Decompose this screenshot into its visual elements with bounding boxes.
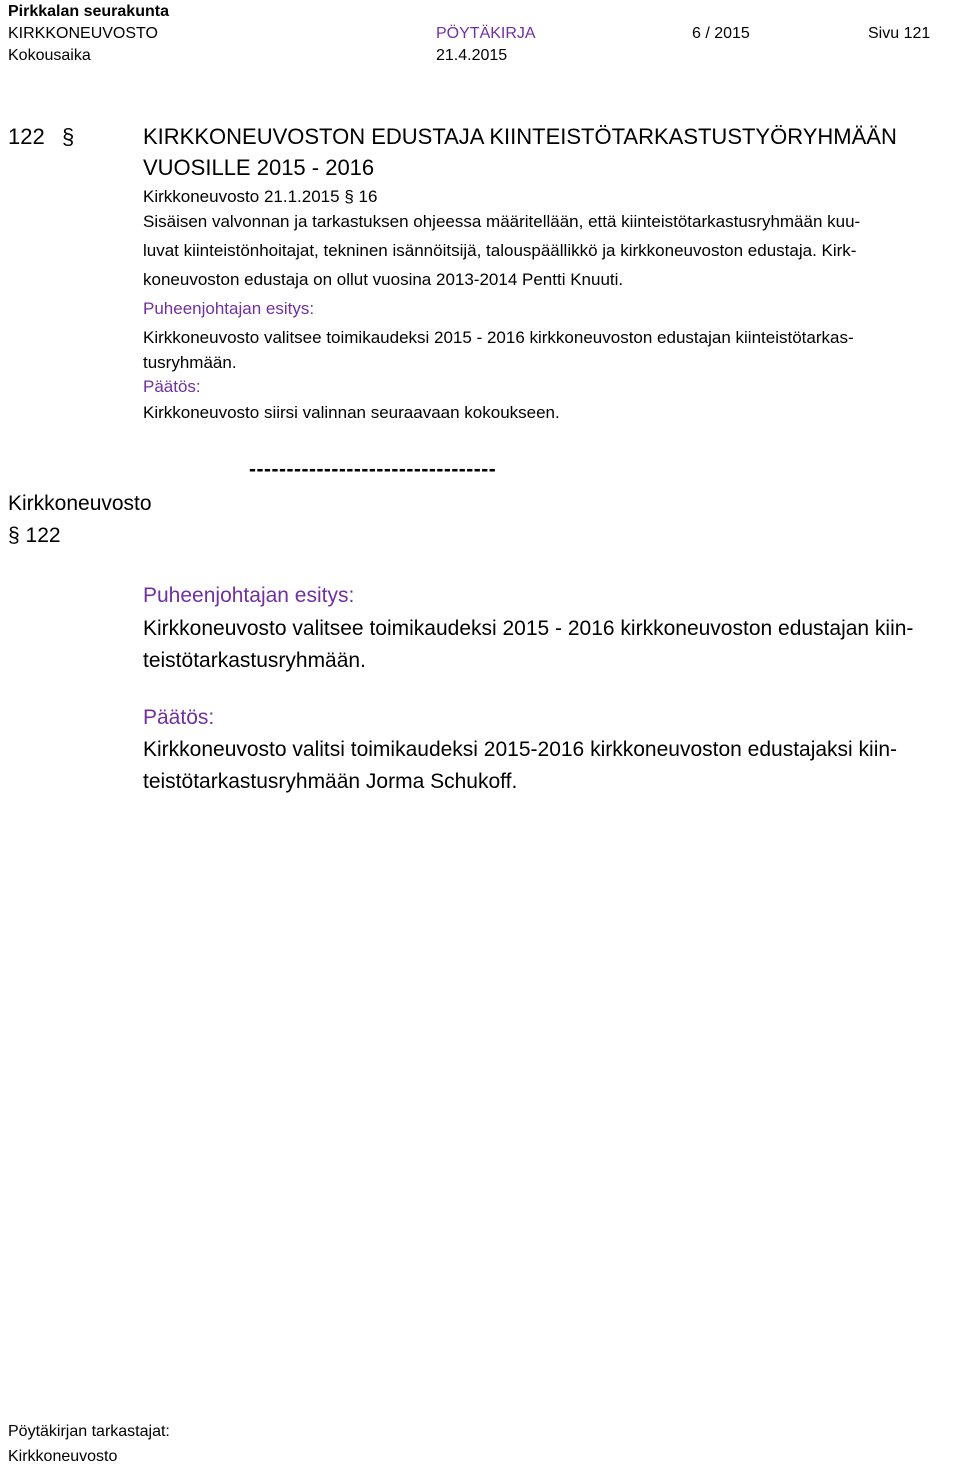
second-body-name: Kirkkoneuvosto: [8, 492, 152, 515]
organization-name: Pirkkalan seurakunta: [8, 3, 169, 20]
second-decision-line2: teistötarkastusryhmään Jorma Schukoff.: [143, 770, 518, 793]
section-sign-icon: §: [62, 124, 75, 149]
second-proposal-label: Puheenjohtajan esitys:: [143, 584, 355, 607]
second-proposal-line2: teistötarkastusryhmään.: [143, 649, 366, 672]
second-proposal-line1: Kirkkoneuvosto valitsee toimikaudeksi 2015 - 2016 kirkkoneuvoston edustajan kiin-: [143, 617, 914, 640]
decision-text: Kirkkoneuvosto siirsi valinnan seuraavaan kokoukseen.: [143, 403, 560, 422]
reference-line: [143, 185, 377, 209]
description-line3: koneuvoston edustaja on ollut vuosina 2013-2014 Pentti Knuuti.: [143, 270, 624, 289]
second-decision-line1: Kirkkoneuvosto valitsi toimikaudeksi 2015-2016 kirkkoneuvoston edustajaksi kiin-: [143, 738, 898, 761]
reviewers-label: Pöytäkirjan tarkastajat:: [8, 1423, 170, 1440]
description-line1: Sisäisen valvonnan ja tarkastuksen ohjeessa määritellään, että kiinteistötarkastusryhmään kuu-: [143, 212, 861, 231]
section-sign-icon: §: [8, 524, 20, 547]
proposal-line1: Kirkkoneuvosto valitsee toimikaudeksi 2015 - 2016 kirkkoneuvoston edustajan kiinteistötarkas-: [143, 328, 854, 347]
second-decision-label: Päätös:: [143, 706, 215, 729]
footer-body-name: Kirkkoneuvosto: [8, 1448, 118, 1465]
reference-prefix: Kirkkoneuvosto 21.1.2015: [143, 187, 340, 206]
page-number: Sivu 121: [868, 25, 931, 42]
item-title-line2: VUOSILLE 2015 - 2016: [143, 155, 375, 180]
document-type: PÖYTÄKIRJA: [436, 25, 536, 42]
second-item-reference: [8, 522, 61, 550]
proposal-label: Puheenjohtajan esitys:: [143, 299, 315, 318]
item-number: 122: [8, 124, 45, 149]
reference-number: 16: [358, 187, 378, 206]
proposal-line2: tusryhmään.: [143, 353, 237, 372]
description-line2: luvat kiinteistönhoitajat, tekninen isännöitsijä, talouspäällikkö ja kirkkoneuvoston edustaja. Kirk-: [143, 241, 857, 260]
body-name: KIRKKONEUVOSTO: [8, 25, 158, 42]
item-title-line1: KIRKKONEUVOSTON EDUSTAJA KIINTEISTÖTARKASTUSTYÖRYHMÄÄN: [143, 124, 897, 149]
second-item-number: 122: [25, 524, 61, 547]
separator-line: ---------------------------------: [249, 458, 497, 481]
meeting-number: 6 / 2015: [692, 25, 750, 42]
section-sign-icon: §: [344, 187, 354, 206]
meeting-time-label: Kokousaika: [8, 47, 91, 64]
meeting-date: 21.4.2015: [436, 47, 508, 64]
decision-label: Päätös:: [143, 377, 201, 396]
